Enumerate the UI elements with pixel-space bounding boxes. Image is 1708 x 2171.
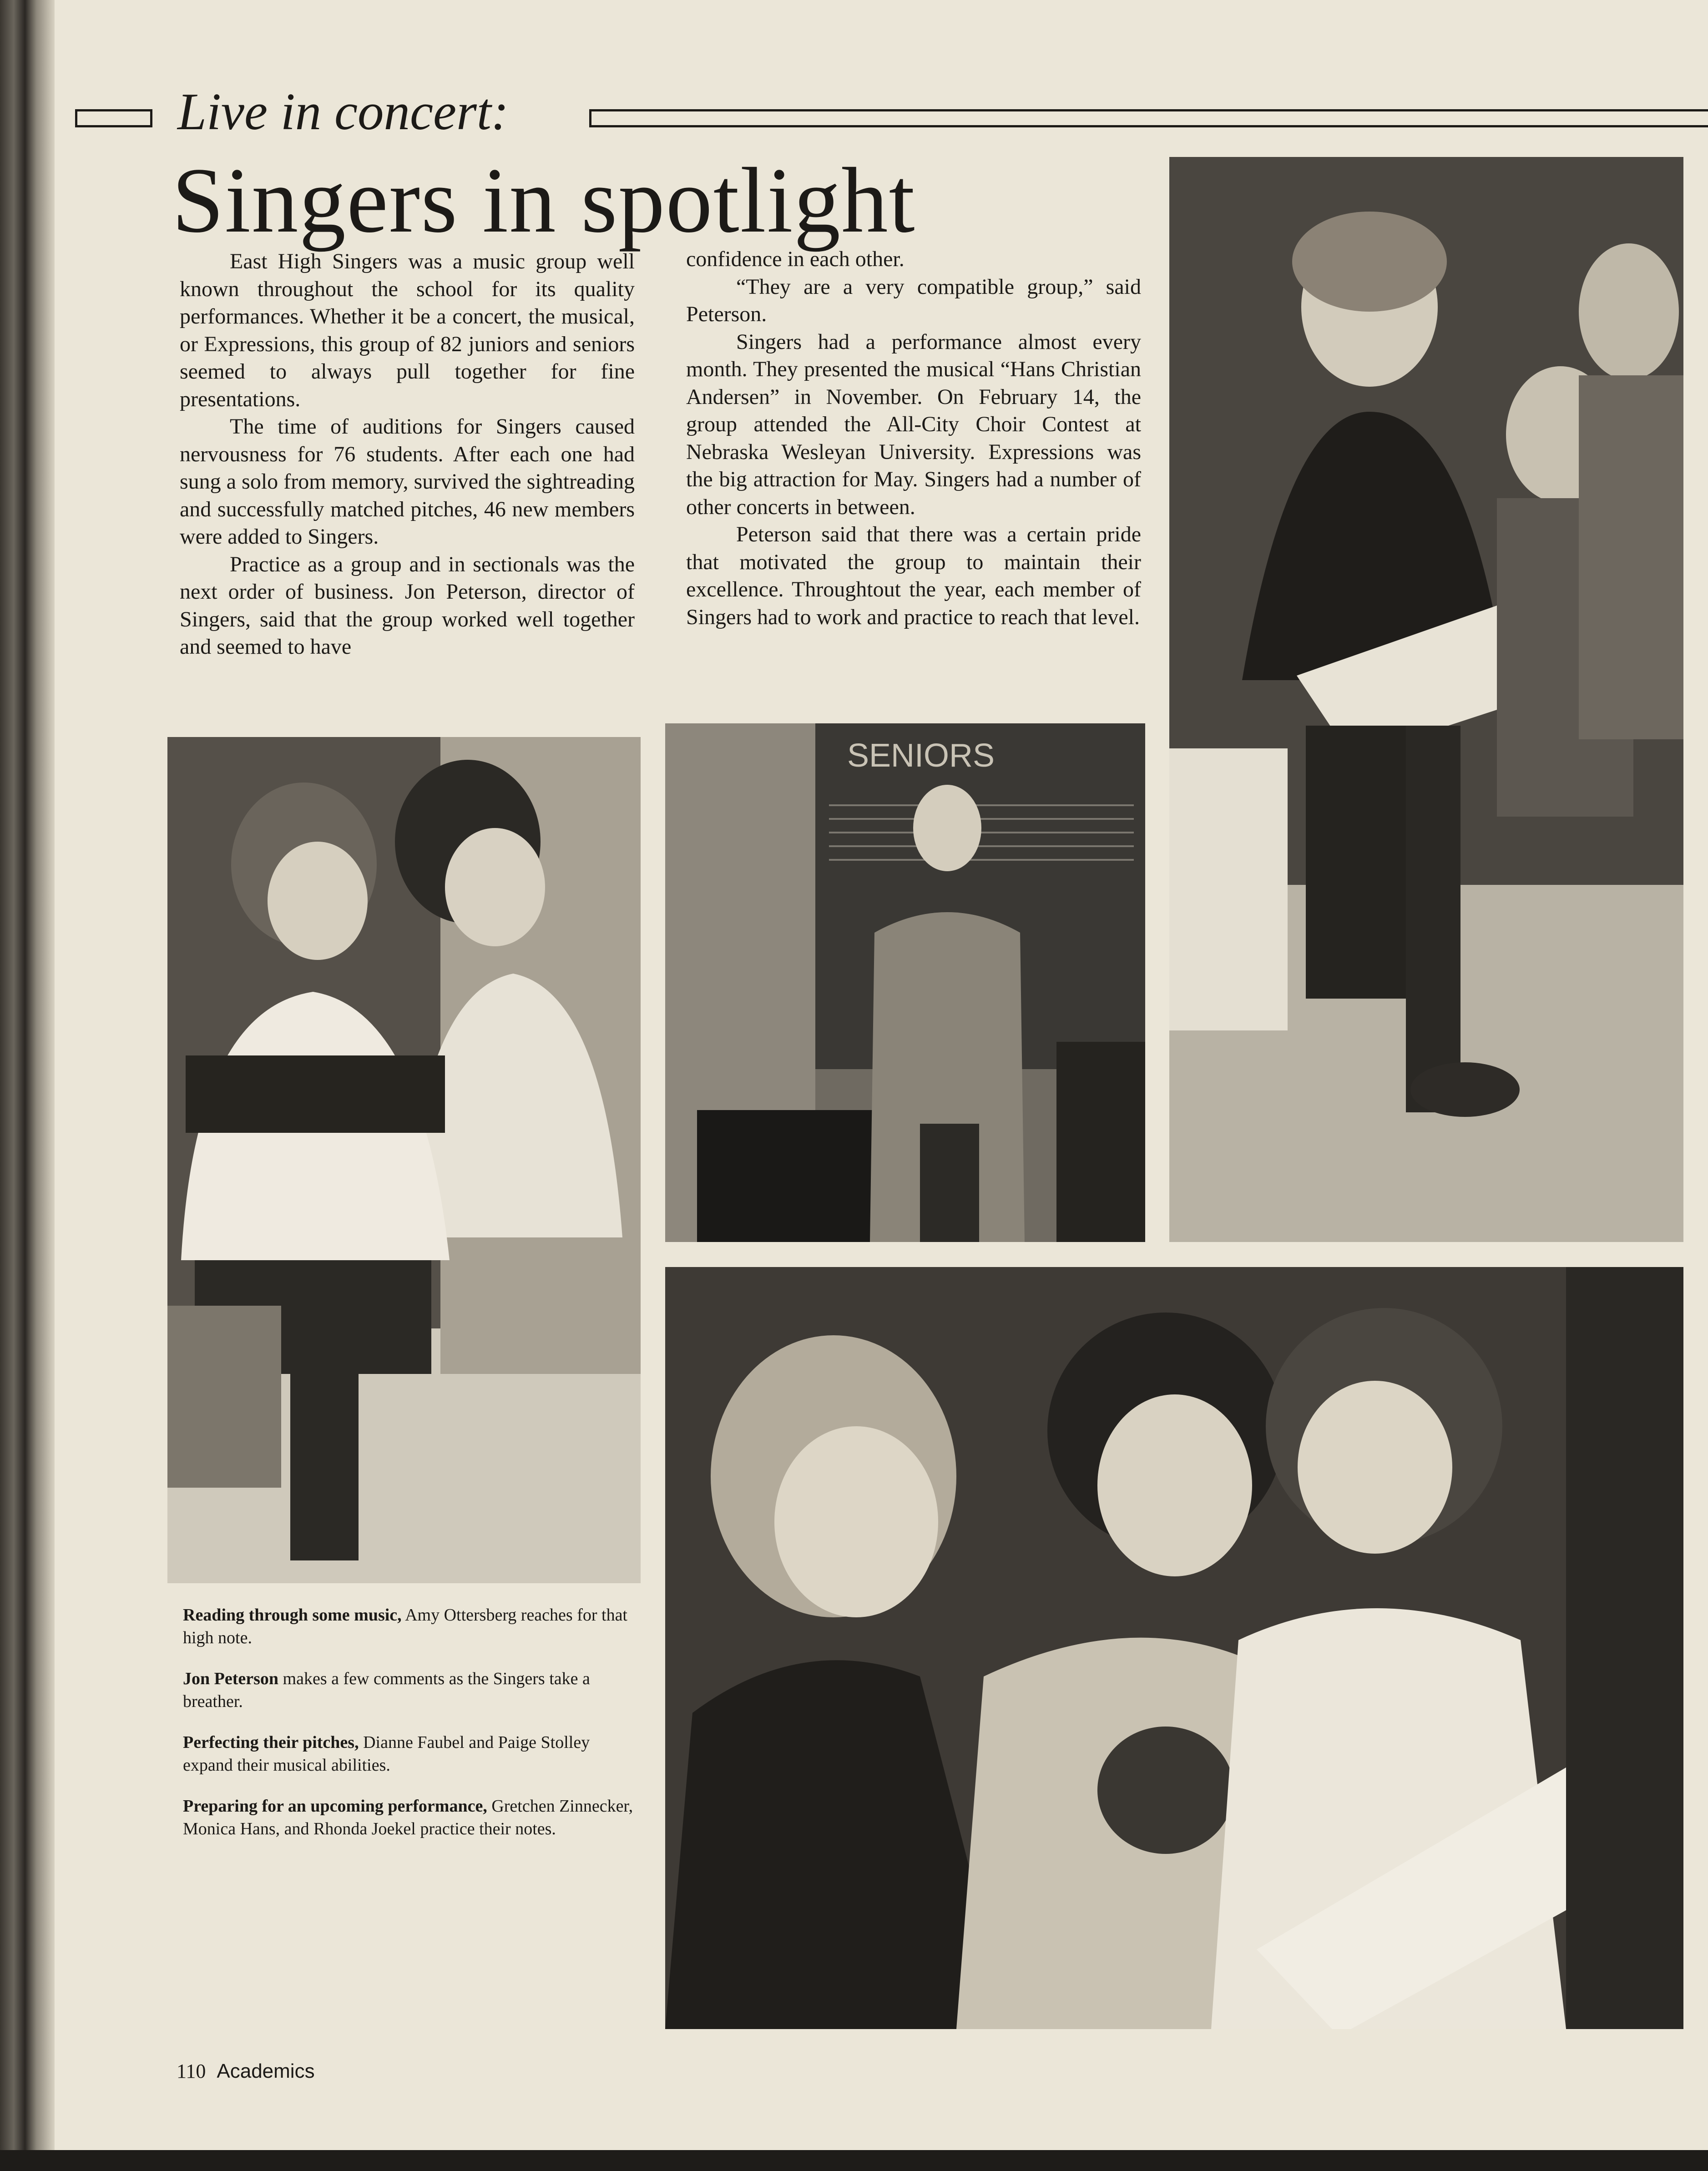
paragraph: “They are a very compatible group,” said Peterson. [686,274,1141,326]
paragraph: Practice as a group and in sectionals was the next order of business. Jon Peterson, director of Singers, said that the group worked well together and seemed to have [180,552,635,659]
paragraph: Singers had a performance almost every month. They presented the musical “Hans Christian Andersen” in November. On February 14, the group attended the All-City Choir Contest at Nebraska Wesleyan University. Expressions was the big attraction for May. Singers had a number of other concerts in between. [686,329,1141,519]
photo-captions [183,1604,638,1858]
caption-text: makes a few comments as the Singers take a breather. [183,1669,590,1711]
caption-lead: Perfecting their pitches, [183,1733,359,1752]
book-spine-edge [0,0,55,2171]
caption-lead: Jon Peterson [183,1669,279,1688]
caption [183,1731,638,1777]
caption-text: Dianne Faubel and Paige Stolley expand their musical abilities. [183,1733,590,1775]
caption [183,1604,638,1649]
article-column-1 [180,248,635,661]
paragraph: confidence in each other. [686,247,905,271]
caption-text: Amy Ottersberg reaches for that high note. [183,1606,627,1647]
caption [183,1795,638,1840]
paragraph: Peterson said that there was a certain pride that motivated the group to maintain their excellence. Throughtout the year, each member of Singers had to work and practice to reach that level. [686,522,1141,629]
caption [183,1667,638,1713]
photo-two-singers [167,737,641,1583]
photo-three-singers [665,1267,1683,2029]
section-name: Academics [217,2060,315,2082]
page-number: 110 [177,2060,206,2082]
paragraph: East High Singers was a music group well known throughout the school for its quality performances. Whether it be a concert, the musical, or Expressions, this group of 82 juniors and seniors seemed to always pull together for fine presentations. [180,249,635,411]
page-bottom-edge [0,2150,1708,2171]
header-rule-left [75,109,152,127]
kicker: Live in concert: [177,83,509,141]
header-rule-right [589,109,1708,127]
caption-lead: Preparing for an upcoming performance, [183,1797,487,1816]
blackboard-text: SENIORS [847,737,995,774]
caption-lead: Reading through some music, [183,1606,402,1625]
caption-text: Gretchen Zinnecker, Monica Hans, and Rhonda Joekel practice their notes. [183,1797,633,1838]
paragraph: The time of auditions for Singers caused nervousness for 76 students. After each one had sung a solo from memory, survived the sightreading and successfully matched pitches, 46 new members were added to Singers. [180,414,635,549]
photo-singers-sitting [1169,157,1683,1242]
article-column-2 [686,246,1141,631]
page-folio [177,2060,315,2083]
page-title: Singers in spotlight [172,149,916,252]
photo-jon-peterson [665,723,1145,1242]
